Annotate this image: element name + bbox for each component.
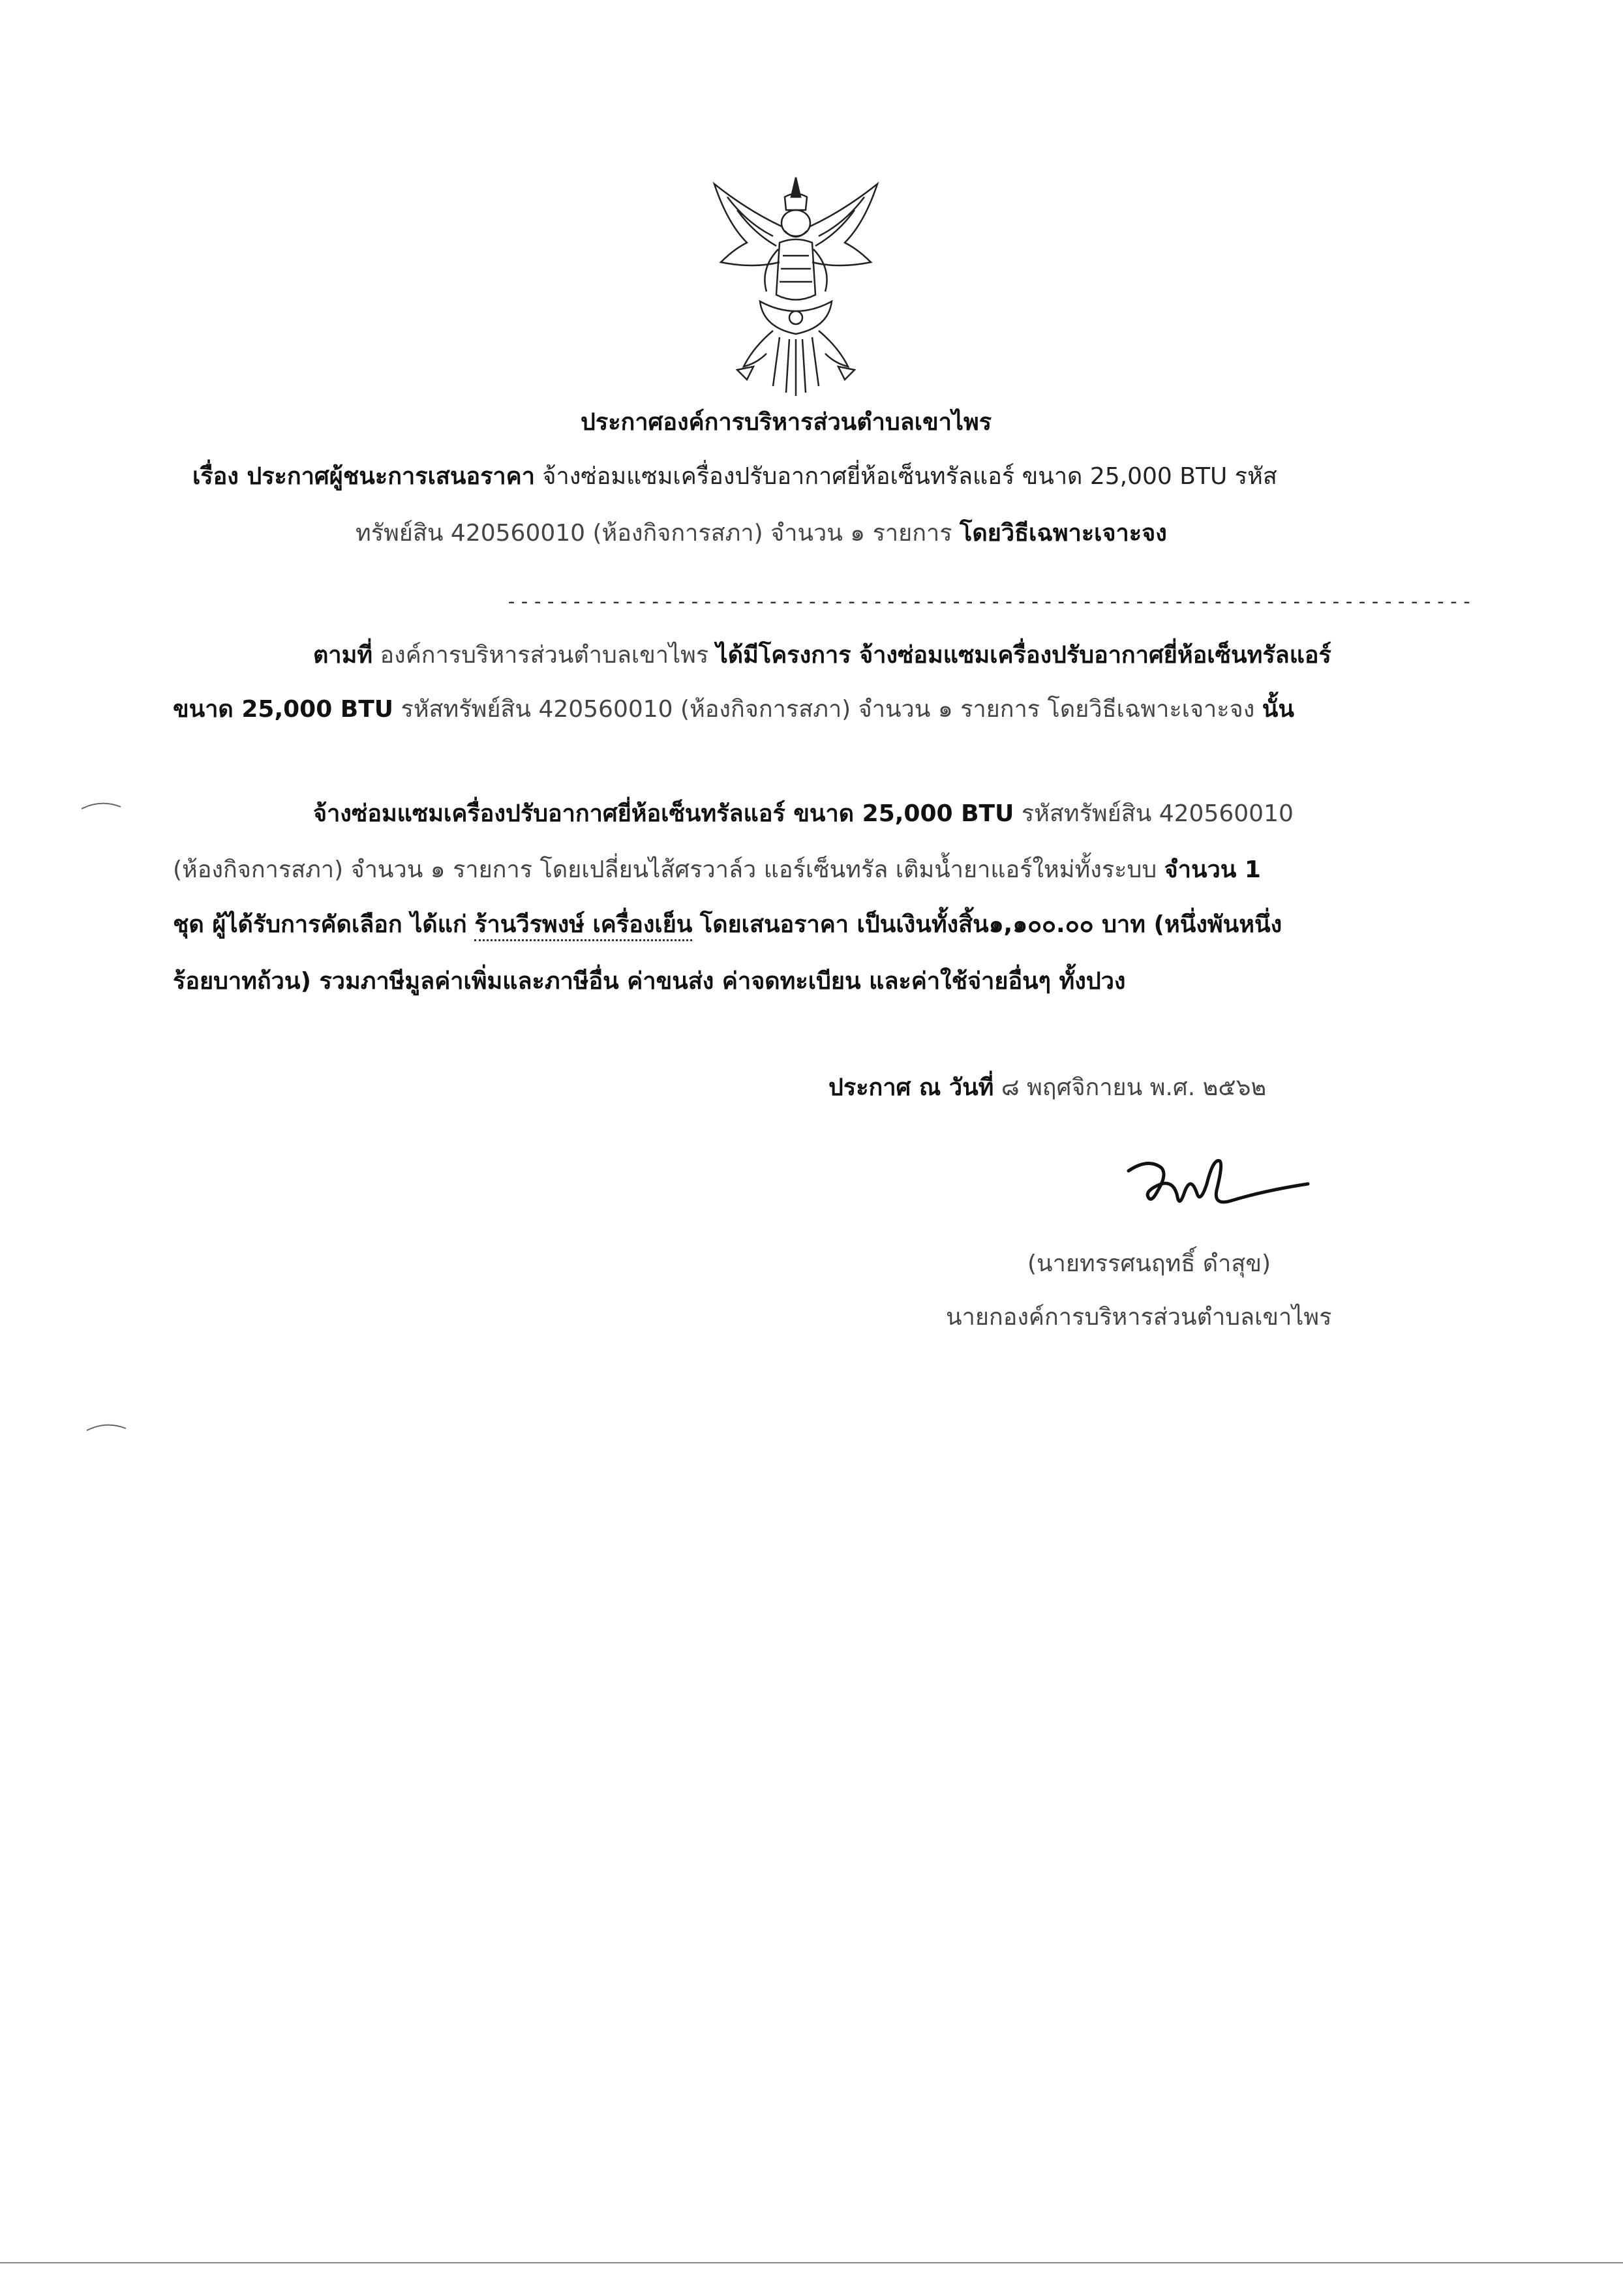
- p2-line2-b: โดยเปลี่ยนไส้ศรวาล์ว แอร์เซ็นทรัล เติมน้ำยาแอร์ใหม่ทั้งระบบ: [539, 856, 1157, 883]
- scan-mark: [78, 799, 124, 812]
- p2-line1-b: รหัสทรัพย์สิน 420560010: [1021, 800, 1294, 827]
- signature: [1122, 1145, 1311, 1223]
- p1-end: นั้น: [1262, 696, 1294, 723]
- p1-line2-a: ขนาด 25,000 BTU: [173, 696, 394, 723]
- scan-edge-line: [0, 2262, 1623, 2263]
- subject-line-1: [192, 465, 1277, 489]
- p2-line-4: ร้อยบาทถ้วน) รวมภาษีมูลค่าเพิ่มและภาษีอื่น ค่าขนส่ง ค่าจดทะเบียน และค่าใช้จ่ายอื่นๆ ทั้งปวง: [173, 968, 1126, 995]
- subject-line-2: [356, 522, 1167, 545]
- p2-line3-b: โดยเสนอราคา เป็นเงินทั้งสิ้น๑,๑๐๐.๐๐ บาท (หนึ่งพันหนึ่ง: [699, 911, 1282, 938]
- subject-method: โดยวิธีเฉพาะเจาะจง: [960, 520, 1167, 547]
- p2-line-3: [173, 913, 1282, 937]
- p1-has-project: ได้มีโครงการ จ้างซ่อมแซมเครื่องปรับอากาศยี่ห้อเซ็นทรัลแอร์: [716, 642, 1331, 669]
- p1-line-2: [173, 698, 1294, 721]
- header-divider: --------------------------------------------------------------------------: [506, 590, 1474, 613]
- signer-title: นายกองค์การบริหารส่วนตำบลเขาไพร: [946, 1304, 1332, 1331]
- announced-date: ๘ พฤศจิกายน พ.ศ. ๒๕๖๒: [1001, 1074, 1267, 1101]
- p1-lead: ตามที่: [313, 642, 373, 669]
- subject-label: เรื่อง ประกาศผู้ชนะการเสนอราคา: [192, 463, 535, 490]
- p1-line-1: [313, 644, 1331, 667]
- winner-name: ร้านวีรพงษ์ เครื่องเย็น: [474, 911, 692, 941]
- subject-text-2: ทรัพย์สิน 420560010 (ห้องกิจการสภา) จำนวน ๑ รายการ: [356, 520, 952, 547]
- org-title: ประกาศองค์การบริหารส่วนตำบลเขาไพร: [581, 409, 992, 436]
- p2-line1-a: จ้างซ่อมแซมเครื่องปรับอากาศยี่ห้อเซ็นทรัลแอร์ ขนาด 25,000 BTU: [313, 800, 1014, 827]
- announced-label: ประกาศ ณ วันที่: [828, 1074, 994, 1101]
- p2-line-1: [313, 802, 1294, 826]
- announced-line: [828, 1076, 1266, 1100]
- p2-line2-c: จำนวน 1: [1164, 856, 1261, 883]
- p1-org: องค์การบริหารส่วนตำบลเขาไพร: [380, 642, 709, 669]
- p2-line-2: [173, 858, 1261, 882]
- scan-mark: [83, 1421, 129, 1434]
- p2-line2-a: (ห้องกิจการสภา) จำนวน ๑ รายการ: [173, 856, 533, 883]
- p2-line3-a: ชุด ผู้ได้รับการคัดเลือก ได้แก่: [173, 911, 467, 938]
- garuda-emblem: [708, 171, 884, 399]
- signer-name: (นายทรรศนฤทธิ์ ดำสุข): [1027, 1250, 1271, 1277]
- p1-line2-b: รหัสทรัพย์สิน 420560010 (ห้องกิจการสภา) จำนวน ๑ รายการ โดยวิธีเฉพาะเจาะจง: [401, 696, 1255, 723]
- subject-text-1: จ้างซ่อมแซมเครื่องปรับอากาศยี่ห้อเซ็นทรัลแอร์ ขนาด 25,000 BTU รหัส: [542, 463, 1277, 490]
